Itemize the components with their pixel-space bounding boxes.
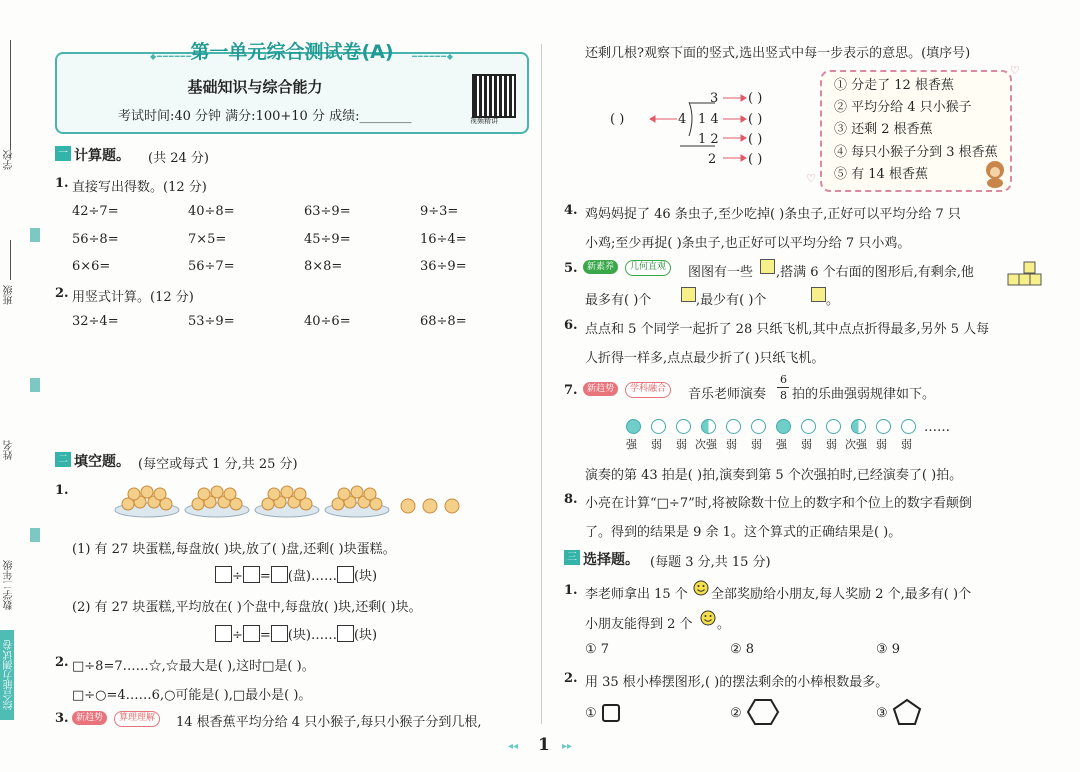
question-text: 人折得一样多,点点最少折了( )只纸飞机。 bbox=[585, 351, 825, 366]
beat-label: 次强 bbox=[845, 438, 867, 451]
page-title: 第一单元综合测试卷(A) bbox=[190, 41, 394, 63]
division-quotient: 3 bbox=[710, 91, 719, 106]
exam-info: 考试时间:40 分钟 满分:100+10 分 成绩:________ bbox=[118, 109, 412, 124]
section-icon: 一 bbox=[55, 146, 71, 161]
answer-box[interactable] bbox=[337, 625, 354, 642]
monkey-icon bbox=[980, 158, 1010, 192]
question-text: ,搭满 6 个右面的图形后,有剩余,他 bbox=[776, 265, 974, 280]
beat-circle bbox=[776, 419, 791, 434]
question-text: 小亮在计算“□÷7”时,将被除数十位上的数字和个位上的数字看颠倒 bbox=[585, 496, 972, 511]
beat-label: 弱 bbox=[651, 438, 662, 451]
answer-paren[interactable]: ( ) bbox=[748, 112, 763, 127]
strip-marker bbox=[30, 228, 40, 242]
choice-option[interactable]: ③ 9 bbox=[876, 642, 901, 657]
fraction-numerator: 6 bbox=[780, 373, 787, 386]
beat-label: 强 bbox=[626, 438, 637, 451]
question-number: 3. bbox=[55, 711, 69, 726]
beat-pattern bbox=[624, 419, 954, 455]
option-item: ③ 还剩 2 根香蕉 bbox=[834, 122, 933, 137]
question-text: □÷8=7……☆,☆最大是( ),这时□是( )。 bbox=[72, 659, 315, 674]
equation-unit: (块)…… bbox=[287, 628, 337, 643]
calc-item: 7×5= bbox=[188, 232, 227, 247]
strip-series-label: 综合能力测试卷 bbox=[4, 640, 15, 710]
question-text: 了。得到的结果是 9 余 1。这个算式的正确结果是( )。 bbox=[585, 525, 902, 540]
section-points: (每空或每式 1 分,共 25 分) bbox=[138, 457, 298, 472]
question-text: 拍的乐曲强弱规律如下。 bbox=[792, 387, 936, 402]
section-points: (每题 3 分,共 15 分) bbox=[650, 555, 771, 570]
question-text: (1) 有 27 块蛋糕,每盘放( )块,放了( )盘,还剩( )块蛋糕。 bbox=[72, 542, 396, 557]
beat-circle bbox=[626, 419, 641, 434]
cake-plate-image bbox=[184, 482, 250, 518]
question-text: 还剩几根?观察下面的竖式,选出竖式中每一步表示的意思。(填序号) bbox=[585, 46, 971, 61]
calc-item: 45÷9= bbox=[304, 232, 351, 247]
equation-symbol: ÷ bbox=[232, 569, 243, 584]
question-number: 2. bbox=[55, 286, 69, 301]
answer-paren[interactable]: ( ) bbox=[748, 152, 763, 167]
strip-label-grade: 数学二年级 bbox=[4, 560, 15, 610]
question-text: 。 bbox=[826, 293, 840, 308]
binding-line bbox=[10, 40, 11, 150]
beat-label: 弱 bbox=[901, 438, 912, 451]
qr-code[interactable] bbox=[472, 74, 516, 118]
vertical-calc-item: 53÷9= bbox=[188, 314, 235, 329]
question-number: 1. bbox=[564, 583, 578, 598]
cake-plate-image bbox=[114, 482, 180, 518]
trend-tag: 新趋势 bbox=[583, 382, 618, 396]
question-text: 。 bbox=[717, 617, 731, 632]
next-page-icon[interactable]: ▸▸ bbox=[562, 741, 573, 752]
beat-circle bbox=[701, 419, 716, 434]
option-item: ② 平均分给 4 只小猴子 bbox=[834, 100, 972, 115]
question-number: 1. bbox=[55, 176, 69, 191]
section-title: 选择题。 bbox=[583, 552, 639, 568]
section-title: 填空题。 bbox=[74, 454, 130, 470]
hexagon-icon bbox=[746, 697, 780, 731]
answer-paren[interactable]: ( ) bbox=[748, 132, 763, 147]
beat-label: 弱 bbox=[726, 438, 737, 451]
option-item: ① 分走了 12 根香蕉 bbox=[834, 78, 954, 93]
strip-label-school: 学校 bbox=[4, 150, 15, 170]
question-text: 14 根香蕉平均分给 4 只小猴子,每只小猴子分到几根, bbox=[176, 715, 482, 730]
division-divisor: 4 bbox=[678, 112, 687, 127]
calc-item: 8×8= bbox=[304, 259, 343, 274]
topic-tag: 几何直观 bbox=[625, 260, 671, 276]
equation-template bbox=[215, 565, 377, 584]
question-number: 2. bbox=[55, 655, 69, 670]
cube-icon bbox=[811, 287, 826, 302]
answer-paren[interactable]: ( ) bbox=[610, 112, 625, 127]
beat-label: 弱 bbox=[676, 438, 687, 451]
binding-line bbox=[10, 240, 11, 280]
topic-tag: 算理理解 bbox=[114, 711, 160, 727]
answer-paren[interactable]: ( ) bbox=[748, 91, 763, 106]
question-text: 用竖式计算。(12 分) bbox=[72, 290, 194, 305]
answer-box[interactable] bbox=[215, 625, 232, 642]
calc-item: 6×6= bbox=[72, 259, 111, 274]
question-number: 8. bbox=[564, 492, 578, 507]
answer-box[interactable] bbox=[271, 566, 288, 583]
question-text: 直接写出得数。(12 分) bbox=[72, 180, 207, 195]
question-text: (2) 有 27 块蛋糕,平均放在( )个盘中,每盘放( )块,还剩( )块。 bbox=[72, 600, 422, 615]
beat-circle bbox=[876, 419, 891, 434]
strip-label-name: 姓名 bbox=[4, 440, 15, 460]
heart-icon: ♡ bbox=[806, 172, 816, 185]
equation-unit: (块) bbox=[353, 628, 378, 643]
beat-label: 强 bbox=[776, 438, 787, 451]
question-text: ,最少有( )个 bbox=[696, 293, 767, 308]
question-text: 点点和 5 个同学一起折了 28 只纸飞机,其中点点折得最多,另外 5 人每 bbox=[585, 322, 990, 337]
question-text: 音乐老师演奏 bbox=[688, 387, 767, 402]
beat-circle bbox=[851, 419, 866, 434]
equation-symbol: = bbox=[259, 628, 271, 643]
answer-box[interactable] bbox=[243, 566, 260, 583]
trend-tag: 新趋势 bbox=[72, 711, 107, 725]
single-cakes-image bbox=[398, 494, 464, 522]
calc-item: 16÷4= bbox=[420, 232, 467, 247]
question-text: 李老师拿出 15 个 bbox=[585, 587, 688, 602]
beat-circle bbox=[726, 419, 741, 434]
calc-item: 9÷3= bbox=[420, 204, 459, 219]
choice-option[interactable]: ② bbox=[730, 706, 742, 721]
strip-label-class: 班级 bbox=[4, 285, 15, 305]
question-number: 2. bbox=[564, 671, 578, 686]
vertical-calc-item: 40÷6= bbox=[304, 314, 351, 329]
smiley-icon bbox=[700, 610, 716, 630]
calc-item: 56÷7= bbox=[188, 259, 235, 274]
cube-stack-image bbox=[1006, 258, 1042, 292]
title-ornament-left: ◆━━━━━━ bbox=[150, 52, 193, 61]
prev-page-icon[interactable]: ◂◂ bbox=[508, 741, 519, 752]
calc-item: 63÷9= bbox=[304, 204, 351, 219]
beat-circle bbox=[751, 419, 766, 434]
section-icon: 二 bbox=[55, 452, 71, 467]
literacy-tag: 新素养 bbox=[583, 260, 618, 274]
division-product: 1 2 bbox=[698, 132, 719, 147]
question-text: 图图有一些 bbox=[688, 265, 754, 280]
option-item: ④ 每只小猴子分到 3 根香蕉 bbox=[834, 145, 998, 160]
calc-item: 40÷8= bbox=[188, 204, 235, 219]
beat-circle bbox=[826, 419, 841, 434]
equation-template bbox=[215, 624, 377, 643]
beat-label: 次强 bbox=[695, 438, 717, 451]
answer-box[interactable] bbox=[215, 566, 232, 583]
beat-label: 弱 bbox=[876, 438, 887, 451]
pentagon-icon bbox=[892, 698, 922, 730]
heart-icon: ♡ bbox=[1010, 64, 1020, 77]
section-title: 计算题。 bbox=[74, 148, 130, 164]
equation-unit: (盘)…… bbox=[287, 569, 337, 584]
beat-label: 弱 bbox=[826, 438, 837, 451]
cube-icon bbox=[760, 259, 775, 274]
strip-marker bbox=[30, 528, 40, 542]
beat-circle bbox=[801, 419, 816, 434]
question-text: 鸡妈妈捉了 46 条虫子,至少吃掉( )条虫子,正好可以平均分给 7 只 bbox=[585, 207, 961, 222]
fraction-bar bbox=[777, 387, 789, 388]
question-text: □÷○=4……6,○可能是( ),□最小是( )。 bbox=[72, 688, 312, 703]
page-subtitle: 基础知识与综合能力 bbox=[187, 78, 323, 96]
question-number: 5. bbox=[564, 261, 578, 276]
beat-label: 弱 bbox=[801, 438, 812, 451]
question-number: 7. bbox=[564, 383, 578, 398]
qr-caption: 视频精讲 bbox=[470, 117, 498, 125]
question-number: 1. bbox=[55, 483, 69, 498]
question-text: 小朋友能得到 2 个 bbox=[585, 617, 693, 632]
vertical-calc-item: 68÷8= bbox=[420, 314, 467, 329]
calc-item: 42÷7= bbox=[72, 204, 119, 219]
page-number: 1 bbox=[538, 735, 550, 755]
column-divider bbox=[541, 44, 542, 724]
question-text: 最多有( )个 bbox=[585, 293, 652, 308]
calc-item: 56÷8= bbox=[72, 232, 119, 247]
equation-unit: (块) bbox=[353, 569, 378, 584]
division-remainder: 2 bbox=[708, 152, 717, 167]
choice-option[interactable]: ② 8 bbox=[730, 642, 755, 657]
answer-box[interactable] bbox=[337, 566, 354, 583]
question-text: 用 35 根小棒摆图形,( )的摆法剩余的小棒根数最多。 bbox=[585, 675, 889, 690]
vertical-calc-item: 32÷4= bbox=[72, 314, 119, 329]
question-text: 演奏的第 43 拍是( )拍,演奏到第 5 个次强拍时,已经演奏了( )拍。 bbox=[585, 468, 963, 483]
beat-circle bbox=[901, 419, 916, 434]
question-number: 4. bbox=[564, 203, 578, 218]
division-dividend: 1 4 bbox=[698, 112, 719, 127]
section-points: (共 24 分) bbox=[148, 151, 209, 166]
answer-box[interactable] bbox=[271, 625, 288, 642]
question-text: 全部奖励给小朋友,每人奖励 2 个,最多有( )个 bbox=[711, 587, 972, 602]
choice-option[interactable]: ① bbox=[585, 706, 597, 721]
answer-box[interactable] bbox=[243, 625, 260, 642]
binding-strip bbox=[0, 0, 52, 772]
beat-circle bbox=[651, 419, 666, 434]
smiley-icon bbox=[693, 580, 709, 600]
strip-marker bbox=[30, 378, 40, 392]
topic-tag: 学科融合 bbox=[625, 382, 671, 398]
section-icon: 三 bbox=[564, 550, 580, 565]
question-number: 6. bbox=[564, 318, 578, 333]
cake-plate-image bbox=[254, 482, 320, 518]
square-icon bbox=[600, 702, 622, 728]
choice-option[interactable]: ① 7 bbox=[585, 642, 610, 657]
choice-option[interactable]: ③ bbox=[876, 706, 888, 721]
beat-ellipsis: …… bbox=[924, 420, 950, 435]
title-ornament-right: ━━━━━━◆ bbox=[412, 52, 455, 61]
calc-item: 36÷9= bbox=[420, 259, 467, 274]
option-item: ⑤ 有 14 根香蕉 bbox=[834, 167, 928, 182]
beat-label: 弱 bbox=[751, 438, 762, 451]
question-text: 小鸡;至少再捉( )条虫子,也正好可以平均分给 7 只小鸡。 bbox=[585, 236, 911, 251]
equation-symbol: = bbox=[259, 569, 271, 584]
cube-icon bbox=[681, 287, 696, 302]
cake-plate-image bbox=[324, 482, 390, 518]
fraction-denominator: 8 bbox=[780, 389, 787, 402]
beat-circle bbox=[676, 419, 691, 434]
equation-symbol: ÷ bbox=[232, 628, 243, 643]
